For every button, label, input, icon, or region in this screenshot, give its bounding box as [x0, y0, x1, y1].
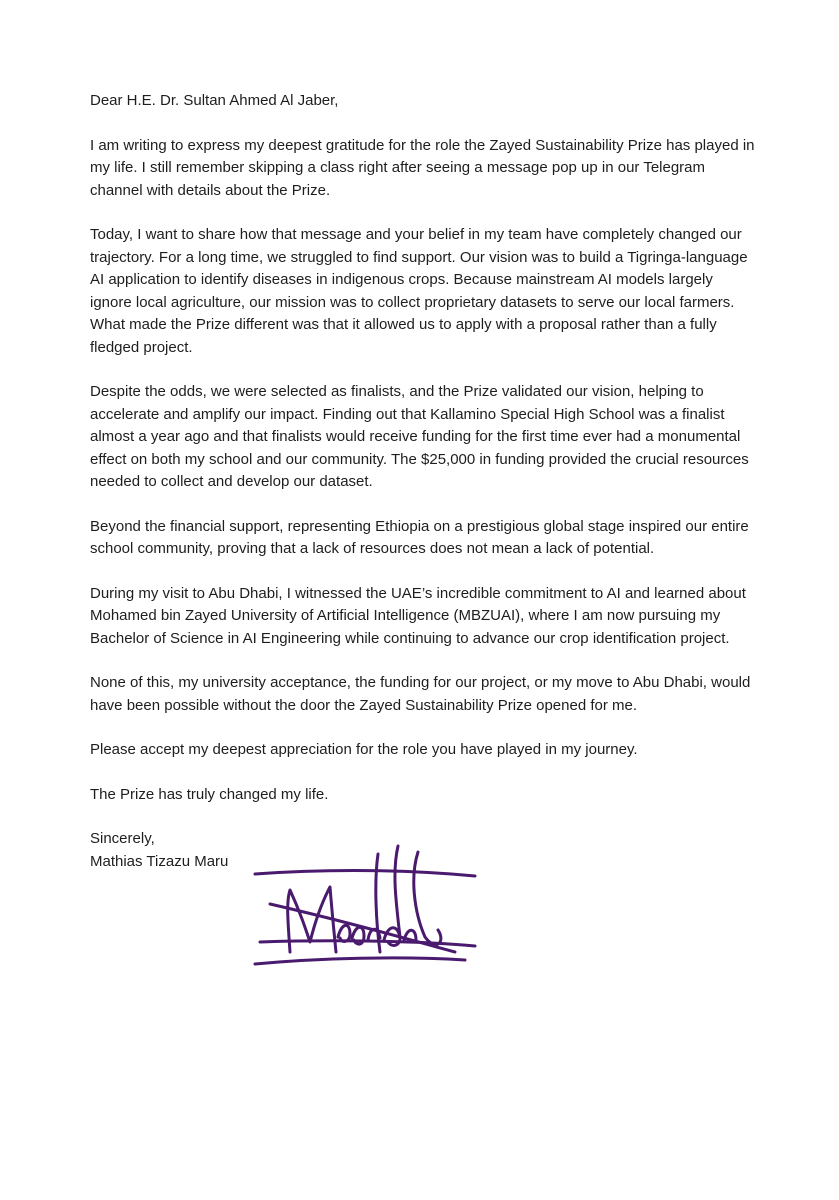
signer-name: Mathias Tizazu Maru: [90, 852, 229, 870]
paragraph-ethiopia: Beyond the financial support, representing Ethiopia on a prestigious global stage inspired our entire school community, proving that a lack of resources does not mean a lack of potential.: [90, 517, 749, 557]
paragraph-none-of-this: None of this, my university acceptance, the funding for our project, or my move to Abu Dhabi, would have been possible without the door the Zayed Sustainability Prize opened for me.: [90, 674, 751, 714]
paragraph-finalists: Despite the odds, we were selected as finalists, and the Prize validated our vision, helping to accelerate and amplify our impact. Finding out that Kallamino Special High School was a finalist almost a year ago and that finalists would receive funding for the first time ever had a monumental effect on both my school and our community. The $25,000 in funding provided the crucial resources needed to collect and develop our dataset.: [90, 383, 749, 490]
paragraph-abu-dhabi: During my visit to Abu Dhabi, I witnessed the UAE’s incredible commitment to AI and learned about Mohamed bin Zayed University of Artificial Intelligence (MBZUAI), where I am now pursuing my Bachelor of Science in AI Engineering while continuing to advance our crop identification project.: [90, 584, 746, 647]
salutation: Dear H.E. Dr. Sultan Ahmed Al Jaber,: [90, 92, 339, 109]
handwritten-signature: [250, 842, 480, 972]
paragraph-appreciation: Please accept my deepest appreciation for the role you have played in my journey.: [90, 741, 638, 758]
closing: Sincerely,: [90, 830, 155, 847]
letter-body: [90, 90, 755, 873]
paragraph-gratitude: I am writing to express my deepest gratitude for the role the Zayed Sustainability Prize has played in my life. I still remember skipping a class right after seeing a message pop up in our Telegram channel with details about the Prize.: [90, 136, 755, 199]
paragraph-changed-life: The Prize has truly changed my life.: [90, 785, 329, 803]
paragraph-trajectory: Today, I want to share how that message and your belief in my team have completely changed our trajectory. For a long time, we struggled to find support. Our vision was to build a Tigringa-language AI application to identify diseases in indigenous crops. Because mainstream AI models largely ignore local agriculture, our mission was to collect proprietary datasets to serve our local farmers. What made the Prize different was that it allowed us to apply with a proposal rather than a fully fledged project.: [90, 226, 748, 356]
